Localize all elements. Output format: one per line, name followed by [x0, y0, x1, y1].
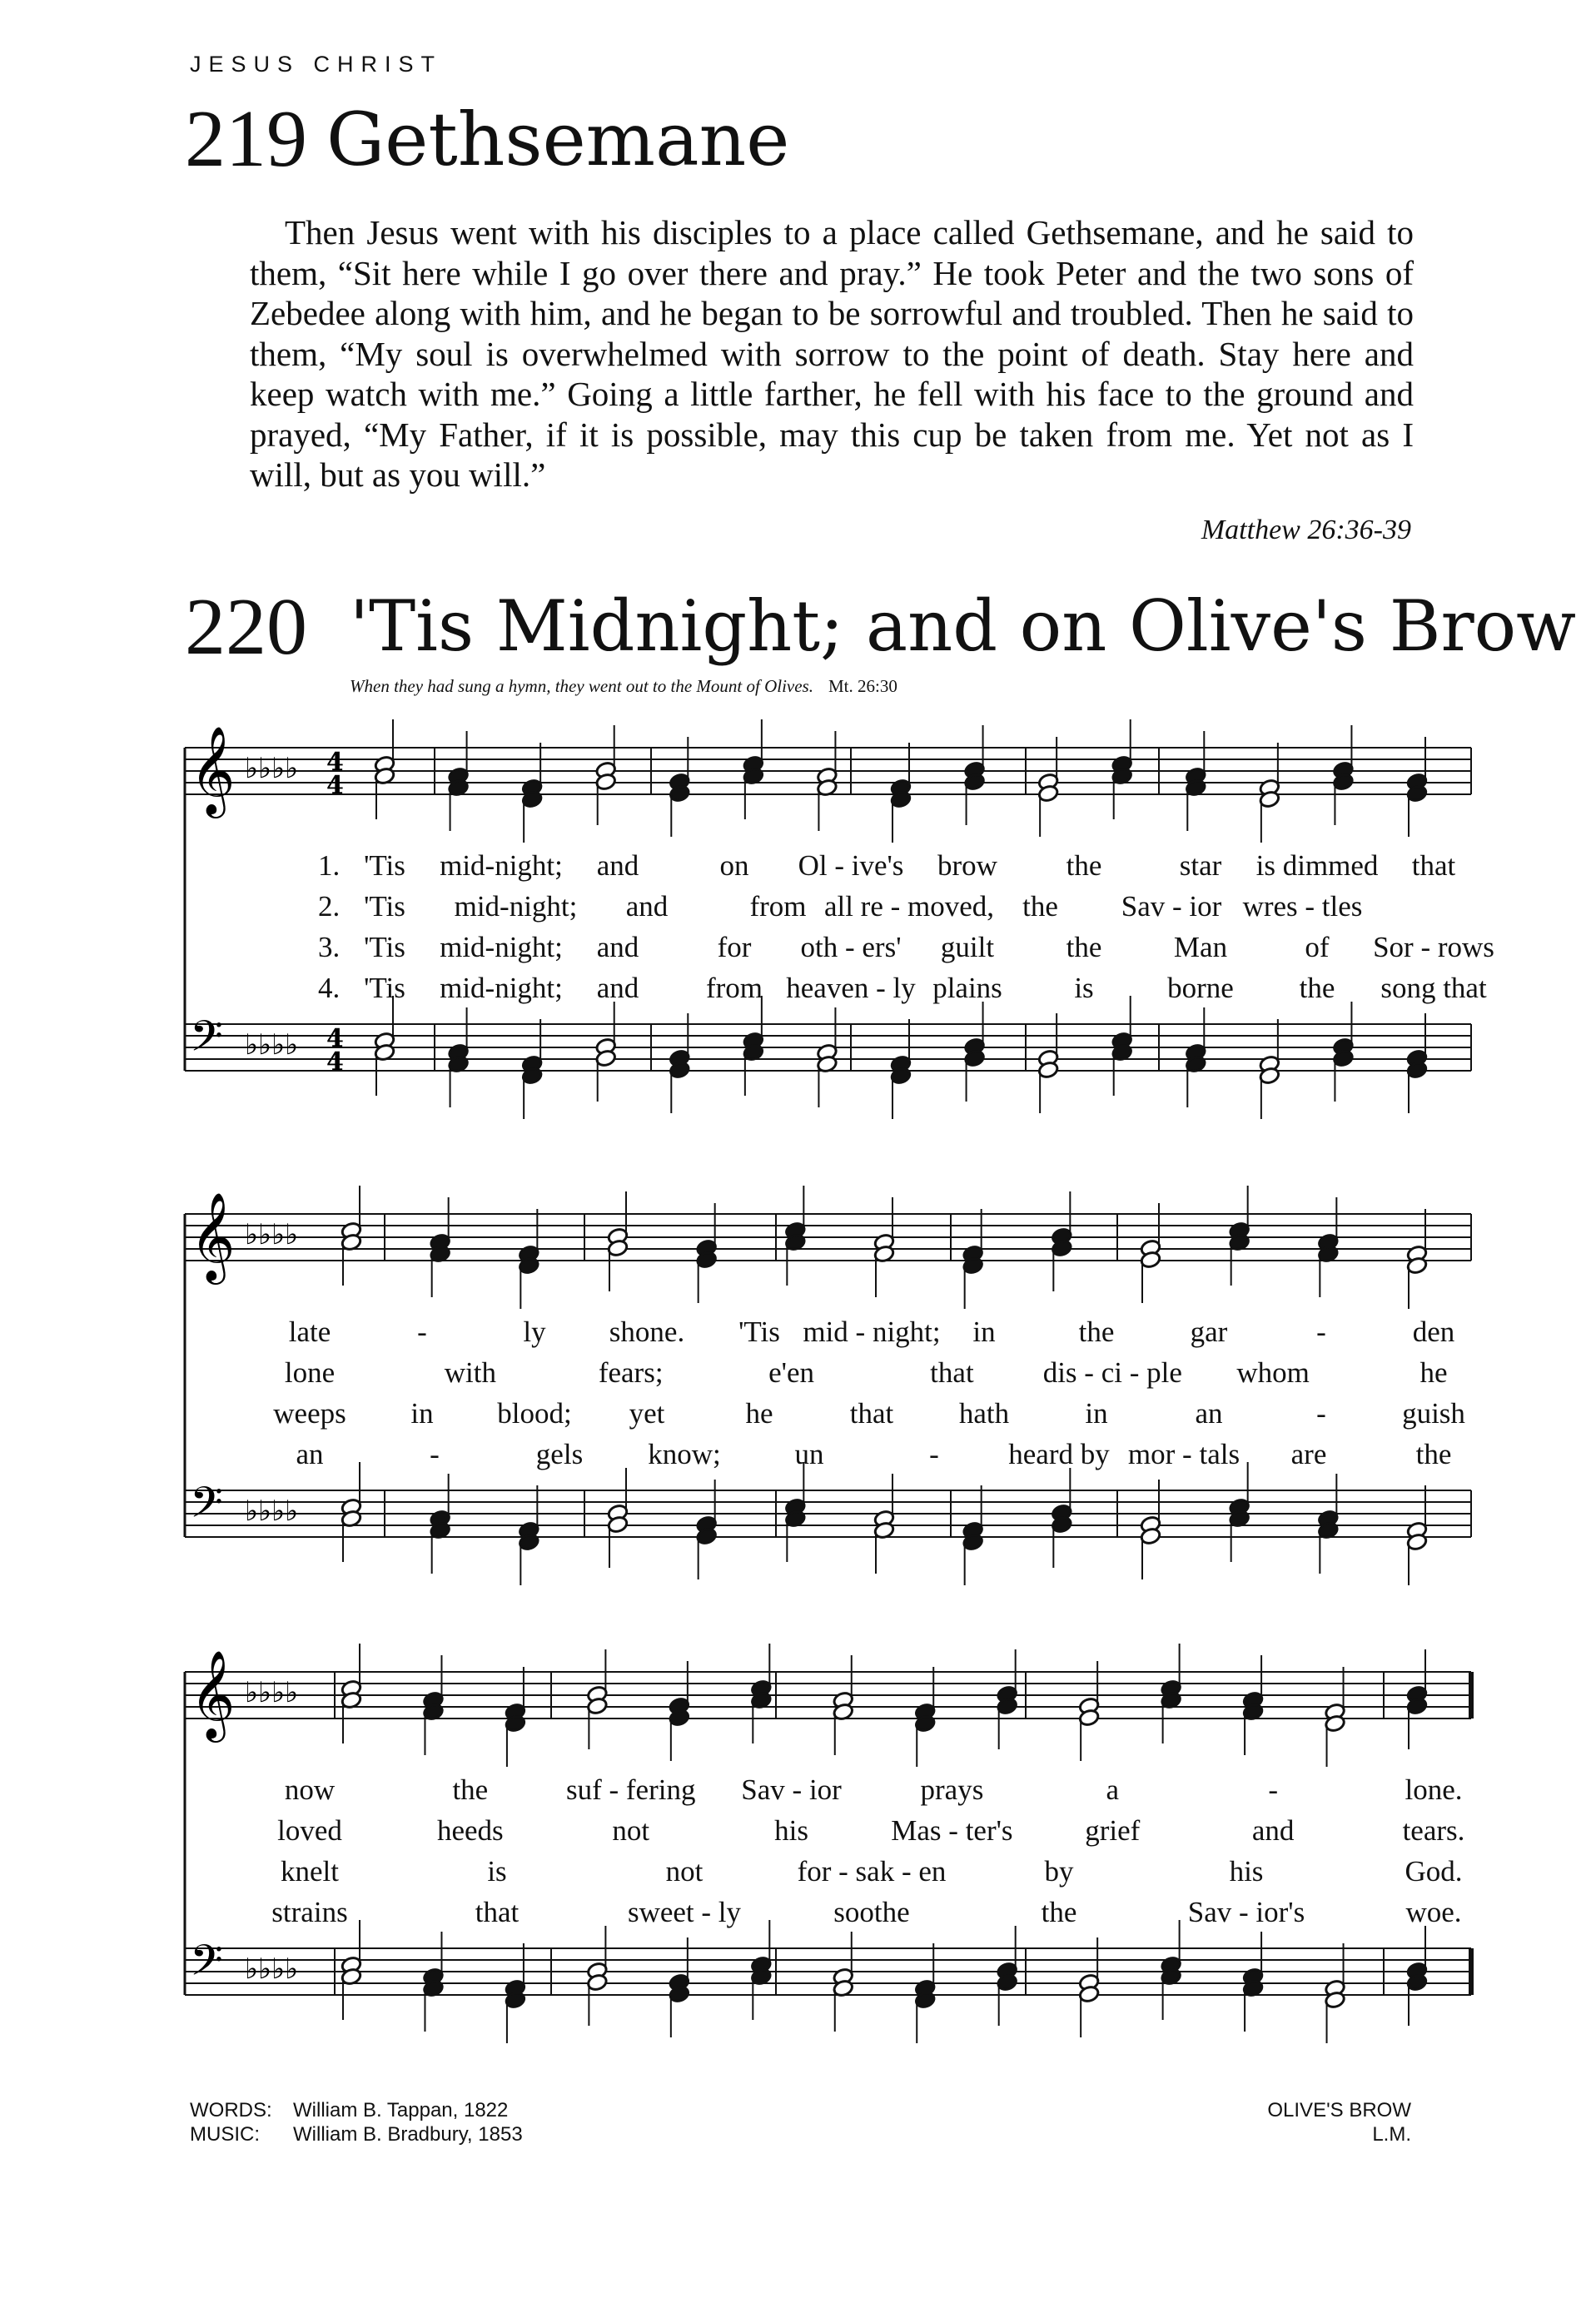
- verse-number: 4.: [318, 972, 341, 1004]
- lyric-syllable: the: [1022, 890, 1058, 923]
- hymn-epigraph: [350, 676, 897, 697]
- time-signature-bottom: 4: [326, 1047, 344, 1077]
- lyric-syllable: -: [1316, 1397, 1326, 1430]
- section-heading: JESUS CHRIST: [190, 52, 443, 77]
- lyric-syllable: Sav - ior: [1121, 890, 1222, 923]
- lyric-syllable: brow: [937, 849, 997, 882]
- lyric-syllable: and: [1251, 1814, 1295, 1847]
- lyric-syllable: e'en: [768, 1356, 815, 1389]
- lyric-syllable: grief: [1085, 1814, 1141, 1847]
- lyric-syllable: -: [1268, 1773, 1278, 1806]
- key-signature: ♭♭♭♭: [245, 752, 299, 785]
- lyric-syllable: are: [1290, 1438, 1327, 1470]
- lyric-syllable: shone.: [609, 1316, 685, 1348]
- lyric-syllable: heard by: [1008, 1438, 1110, 1470]
- lyric-syllable: song that: [1380, 972, 1487, 1004]
- lyric-syllable: from: [705, 972, 763, 1004]
- lyric-syllable: Ol - ive's: [798, 849, 904, 882]
- lyric-syllable: loved: [277, 1814, 342, 1847]
- key-signature: ♭♭♭♭: [245, 1028, 299, 1062]
- scripture-citation: Matthew 26:36-39: [1201, 515, 1411, 545]
- lyric-syllable: un: [794, 1438, 824, 1470]
- lyric-syllable: in: [1085, 1397, 1108, 1430]
- lyric-syllable: on: [719, 849, 749, 882]
- lyric-syllable: den: [1412, 1316, 1455, 1348]
- lyric-syllable: 'Tis: [364, 931, 405, 963]
- lyric-syllable: of: [1305, 931, 1330, 963]
- lyric-syllable: Sav - ior: [741, 1773, 842, 1806]
- tune-meter: L.M.: [1372, 2123, 1411, 2146]
- epigraph-text: When they had sung a hymn, they went out to the Mount of Olives.: [350, 676, 813, 696]
- lyric-syllable: oth - ers': [800, 931, 902, 963]
- lyric-syllable: for - sak - en: [797, 1855, 947, 1888]
- lyric-syllable: wres - tles: [1242, 890, 1363, 923]
- time-signature-bottom: 4: [326, 771, 344, 800]
- lyric-syllable: and: [625, 890, 669, 923]
- verse-number: 1.: [318, 849, 341, 882]
- lyric-syllable: guish: [1402, 1397, 1465, 1430]
- lyric-syllable: from: [749, 890, 807, 923]
- lyric-syllable: strains: [271, 1896, 348, 1928]
- hymn-number: 220: [185, 582, 307, 672]
- lyric-syllable: his: [1229, 1855, 1264, 1888]
- lyric-syllable: lone: [284, 1356, 336, 1389]
- music-system-3: [185, 1640, 1471, 2073]
- epigraph-reference: Mt. 26:30: [828, 676, 897, 696]
- lyric-syllable: star: [1179, 849, 1222, 882]
- lyric-syllable: in: [972, 1316, 996, 1348]
- lyric-syllable: 'Tis: [364, 890, 405, 923]
- music-credit: MUSIC: William B. Bradbury, 1853: [190, 2123, 523, 2146]
- lyric-syllable: Mas - ter's: [891, 1814, 1013, 1847]
- lyric-syllable: weeps: [273, 1397, 346, 1430]
- lyric-syllable: whom: [1236, 1356, 1310, 1389]
- lyric-syllable: is dimmed: [1255, 849, 1379, 882]
- lyric-syllable: he: [1419, 1356, 1448, 1389]
- treble-clef: 𝄞: [190, 1649, 236, 1738]
- lyric-syllable: by: [1044, 1855, 1074, 1888]
- lyric-syllable: blood;: [497, 1397, 572, 1430]
- lyric-syllable: that: [930, 1356, 974, 1389]
- lyric-syllable: suf - fering: [565, 1773, 696, 1806]
- lyric-syllable: that: [849, 1397, 894, 1430]
- music-system-2: [185, 1182, 1471, 1615]
- lyric-syllable: God.: [1405, 1855, 1463, 1888]
- lyric-syllable: that: [1411, 849, 1456, 882]
- lyric-syllable: the: [1415, 1438, 1452, 1470]
- key-signature: ♭♭♭♭: [245, 1495, 299, 1528]
- lyric-syllable: 'Tis: [364, 972, 405, 1004]
- lyric-syllable: his: [774, 1814, 808, 1847]
- lyric-syllable: -: [929, 1438, 939, 1470]
- lyric-syllable: prays: [920, 1773, 984, 1806]
- lyric-syllable: mor - tals: [1127, 1438, 1241, 1470]
- time-signature-top: 4: [326, 1024, 344, 1053]
- lyric-syllable: mid-night;: [440, 931, 563, 963]
- lyric-syllable: that: [475, 1896, 520, 1928]
- lyric-syllable: he: [745, 1397, 773, 1430]
- key-signature: ♭♭♭♭: [245, 1676, 299, 1709]
- treble-clef: 𝄞: [190, 1191, 236, 1281]
- lyric-syllable: heeds: [436, 1814, 504, 1847]
- scripture-text: Then Jesus went with his disciples to a place called Gethsemane, and he said to them, “Sit here while I go over there and pray.” He took Peter and the two sons of Zebedee along with him, and he began to be sorrowful and troubled. Then he said to them, “My soul is overwhelmed with sorrow to the point of death. Stay here and keep watch with me.” Going a little farther, he fell with his face to the ground and prayed, “My Father, if it is possible, may this cup be taken from me. Yet not as I will, but as you will.”: [250, 213, 1414, 494]
- lyric-syllable: dis - ci - ple: [1042, 1356, 1182, 1389]
- lyric-syllable: the: [1078, 1316, 1115, 1348]
- lyric-syllable: hath: [958, 1397, 1010, 1430]
- scripture-reading: [250, 212, 1414, 495]
- time-signature-top: 4: [326, 748, 344, 777]
- lyric-syllable: and: [596, 972, 639, 1004]
- lyric-syllable: mid - night;: [803, 1316, 941, 1348]
- lyric-syllable: and: [596, 931, 639, 963]
- lyric-syllable: the: [1066, 849, 1102, 882]
- lyric-syllable: guilt: [940, 931, 995, 963]
- lyric-syllable: in: [410, 1397, 434, 1430]
- key-signature: ♭♭♭♭: [245, 1218, 299, 1251]
- lyric-syllable: -: [417, 1316, 427, 1348]
- lyric-syllable: all re - moved,: [823, 890, 995, 923]
- lyric-syllable: heaven - ly: [786, 972, 916, 1004]
- lyric-syllable: an: [296, 1438, 324, 1470]
- lyric-syllable: now: [284, 1773, 336, 1806]
- bass-clef: 𝄢: [190, 1935, 223, 1996]
- lyric-syllable: mid-night;: [440, 849, 563, 882]
- lyric-syllable: 'Tis: [364, 849, 405, 882]
- staff-notation-2: [185, 1182, 1471, 1615]
- lyric-syllable: the: [452, 1773, 489, 1806]
- lyric-syllable: and: [596, 849, 639, 882]
- verse-number: 3.: [318, 931, 341, 963]
- music-system-1: [185, 716, 1494, 1149]
- lyric-syllable: yet: [629, 1397, 665, 1430]
- bass-clef: 𝄢: [190, 1011, 223, 1072]
- lyric-syllable: ly: [523, 1316, 546, 1348]
- lyric-syllable: the: [1299, 972, 1335, 1004]
- lyric-syllable: Sor - rows: [1373, 931, 1494, 963]
- lyric-syllable: the: [1041, 1896, 1077, 1928]
- lyric-syllable: mid-night;: [454, 890, 578, 923]
- lyric-syllable: -: [430, 1438, 440, 1470]
- lyric-syllable: lone.: [1405, 1773, 1463, 1806]
- hymn-title: 'Tis Midnight; and on Olive's Brow: [350, 585, 1577, 667]
- reading-number: 219: [185, 94, 307, 184]
- lyric-syllable: not: [665, 1855, 704, 1888]
- lyric-syllable: for: [717, 931, 752, 963]
- bass-clef: 𝄢: [190, 1477, 223, 1538]
- treble-clef: 𝄞: [190, 725, 236, 814]
- key-signature: ♭♭♭♭: [245, 1952, 299, 1986]
- tune-info: [1267, 2098, 1411, 2146]
- lyric-syllable: mid-night;: [440, 972, 563, 1004]
- reading-title: Gethsemane: [326, 97, 790, 182]
- lyric-syllable: know;: [648, 1438, 721, 1470]
- lyric-syllable: woe.: [1405, 1896, 1462, 1928]
- words-credit: WORDS: William B. Tappan, 1822: [190, 2099, 509, 2121]
- lyric-syllable: tears.: [1402, 1814, 1465, 1847]
- lyric-syllable: fears;: [598, 1356, 664, 1389]
- lyric-syllable: Man: [1173, 931, 1228, 963]
- lyric-syllable: knelt: [281, 1855, 339, 1888]
- lyric-syllable: 'Tis: [738, 1316, 780, 1348]
- lyric-syllable: the: [1066, 931, 1102, 963]
- lyric-syllable: gels: [535, 1438, 584, 1470]
- lyric-syllable: plains: [932, 972, 1002, 1004]
- lyric-syllable: sweet - ly: [627, 1896, 742, 1928]
- lyric-syllable: is: [1074, 972, 1094, 1004]
- lyric-syllable: late: [288, 1316, 331, 1348]
- verse-number: 2.: [318, 890, 341, 923]
- lyric-syllable: a: [1106, 1773, 1120, 1806]
- lyric-syllable: -: [1316, 1316, 1326, 1348]
- lyric-syllable: borne: [1167, 972, 1234, 1004]
- lyric-syllable: soothe: [833, 1896, 910, 1928]
- lyric-syllable: not: [612, 1814, 650, 1847]
- lyric-syllable: is: [487, 1855, 507, 1888]
- lyric-syllable: an: [1195, 1397, 1223, 1430]
- tune-name: OLIVE'S BROW: [1267, 2099, 1411, 2121]
- lyric-syllable: Sav - ior's: [1187, 1896, 1305, 1928]
- lyric-syllable: gar: [1190, 1316, 1228, 1348]
- lyric-syllable: with: [444, 1356, 496, 1389]
- hymn-credits: [190, 2098, 523, 2146]
